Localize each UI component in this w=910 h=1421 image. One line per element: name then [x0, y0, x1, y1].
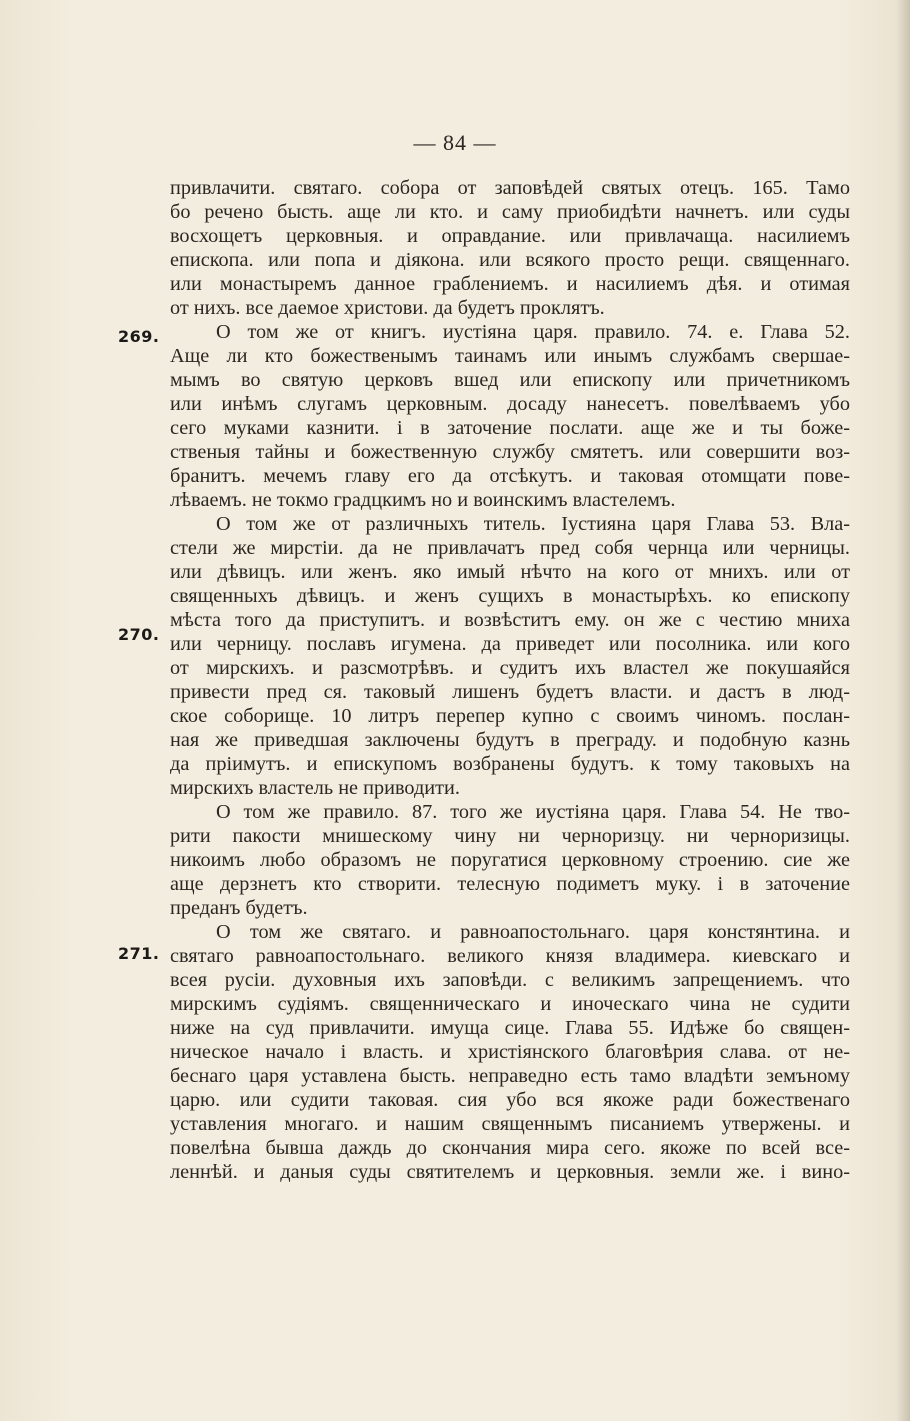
text-line: Аще ли кто божественымъ таинамъ или инымъ службамъ свершае- [170, 345, 850, 367]
text-line: лѣваемъ. не токмо градцкимъ но и воинскимъ властелемъ. [170, 489, 676, 511]
text-line: или монастыремъ данное граблениемъ. и насилиемъ дѣя. и отимая [170, 273, 850, 295]
text-line: привлачити. святаго. собора от заповѣдей святых отецъ. 165. Тамо [170, 177, 850, 199]
text-line: сего муками казнити. i в заточение послати. аще же и ты боже- [170, 417, 850, 439]
text-line: да прiимутъ. и епискупомъ возбранены будутъ. к тому таковыхъ на [170, 753, 850, 775]
page-edge-shadow [896, 0, 910, 1421]
text-line: святаго равноапостольнаго. великого князя владимера. киевскаго и [170, 945, 850, 967]
text-line: мирскихъ властель не приводити. [170, 777, 460, 799]
text-line: всея русiи. духовныя ихъ заповѣди. с великимъ запрещениемъ. что [170, 969, 850, 991]
text-line: стели же мирстiи. да не привлачатъ пред собя чернца или черницы. [170, 537, 850, 559]
text-line: от нихъ. все даемое христови. да будетъ проклятъ. [170, 297, 605, 319]
text-line: от мирскихъ. и разсмотрѣвъ. и судитъ ихъ властел же покушаяйся [170, 657, 850, 679]
text-line: царю. или судити таковая. сия убо вся якоже ради божественаго [170, 1089, 850, 1111]
text-line: уставления многаго. и нашим священнымъ писаниемъ утвержены. и [170, 1113, 850, 1135]
text-line: леннѣй. и даныя суды святителемъ и церковныя. земли же. i вино- [170, 1161, 850, 1183]
text-line: привести пред ся. таковый лишенъ будетъ власти. и дастъ в люд- [170, 681, 850, 703]
margin-number-271: 271. [118, 944, 160, 963]
text-line: священныхъ дѣвицъ. и женъ сущихъ в монастырѣхъ. ко епископу [170, 585, 850, 607]
paragraph-first-line: О том же от различныхъ титель. Iустияна царя Глава 53. Вла- [216, 513, 850, 535]
text-line: преданъ будетъ. [170, 897, 308, 919]
text-line: епископа. или попа и дiякона. или всякого просто рещи. священнаго. [170, 249, 850, 271]
text-line: ная же приведшая заключены будутъ в преграду. и подобную казнь [170, 729, 850, 751]
text-line: или черницу. пославъ игумена. да приведет или посолника. или кого [170, 633, 850, 655]
paragraph-first-line: О том же святаго. и равноапостольнаго. царя констянтина. и [216, 921, 850, 943]
text-line: мирскимъ судiямъ. священническаго и иноческаго чина не судити [170, 993, 850, 1015]
text-line: рити пакости мнишескому чину ни черноризцу. ни черноризицы. [170, 825, 850, 847]
text-line: повелѣна бывша даждь до скончания мира сего. якоже по всей все- [170, 1137, 850, 1159]
text-line: ское соборище. 10 литръ перепер купно с своимъ чиномъ. послан- [170, 705, 850, 727]
paragraph-first-line: О том же от книгъ. иустiяна царя. правило. 74. е. Глава 52. [216, 321, 850, 343]
text-line: восхощетъ церковныя. и оправдание. или привлачаща. насилиемъ [170, 225, 850, 247]
text-line: бо речено бысть. аще ли кто. и саму приобидѣти начнетъ. или суды [170, 201, 850, 223]
text-line: беснаго царя уставлена бысть. неправедно есть тамо владѣти земъному [170, 1065, 850, 1087]
text-line: ниже на суд привлачити. имуща сице. Глава 55. Идѣже бо свящeн- [170, 1017, 850, 1039]
text-line: мѣста того да приступитъ. и возвѣститъ ему. он же с честию мниха [170, 609, 850, 631]
text-line: или инѣмъ слугамъ церковным. досаду нанесетъ. повелѣваемъ убо [170, 393, 850, 415]
margin-number-269: 269. [118, 327, 160, 346]
text-line: мымъ во святую церковъ вшед или епископу или причетникомъ [170, 369, 850, 391]
text-line: никоимъ любо образомъ не поругатися церковному строению. сие же [170, 849, 850, 871]
page-number: — 84 — [413, 130, 497, 155]
margin-number-270: 270. [118, 625, 160, 644]
paragraph-first-line: О том же правило. 87. того же иустiяна царя. Глава 54. Не тво- [216, 801, 850, 823]
text-line: аще дерзнетъ кто створити. телесную подиметъ муку. i в заточение [170, 873, 850, 895]
body-text [170, 176, 850, 1184]
text-line: бранитъ. мечемъ главу его да отсѣкутъ. и таковая отомщати пове- [170, 465, 850, 487]
text-line: ническое начало i власть. и христiянского благовѣрия слава. от не- [170, 1041, 850, 1063]
text-line: ственыя тайны и божественную службу смятетъ. или совершити воз- [170, 441, 850, 463]
text-line: или дѣвицъ. или женъ. яко имый нѣчто на кого от мнихъ. или от [170, 561, 850, 583]
